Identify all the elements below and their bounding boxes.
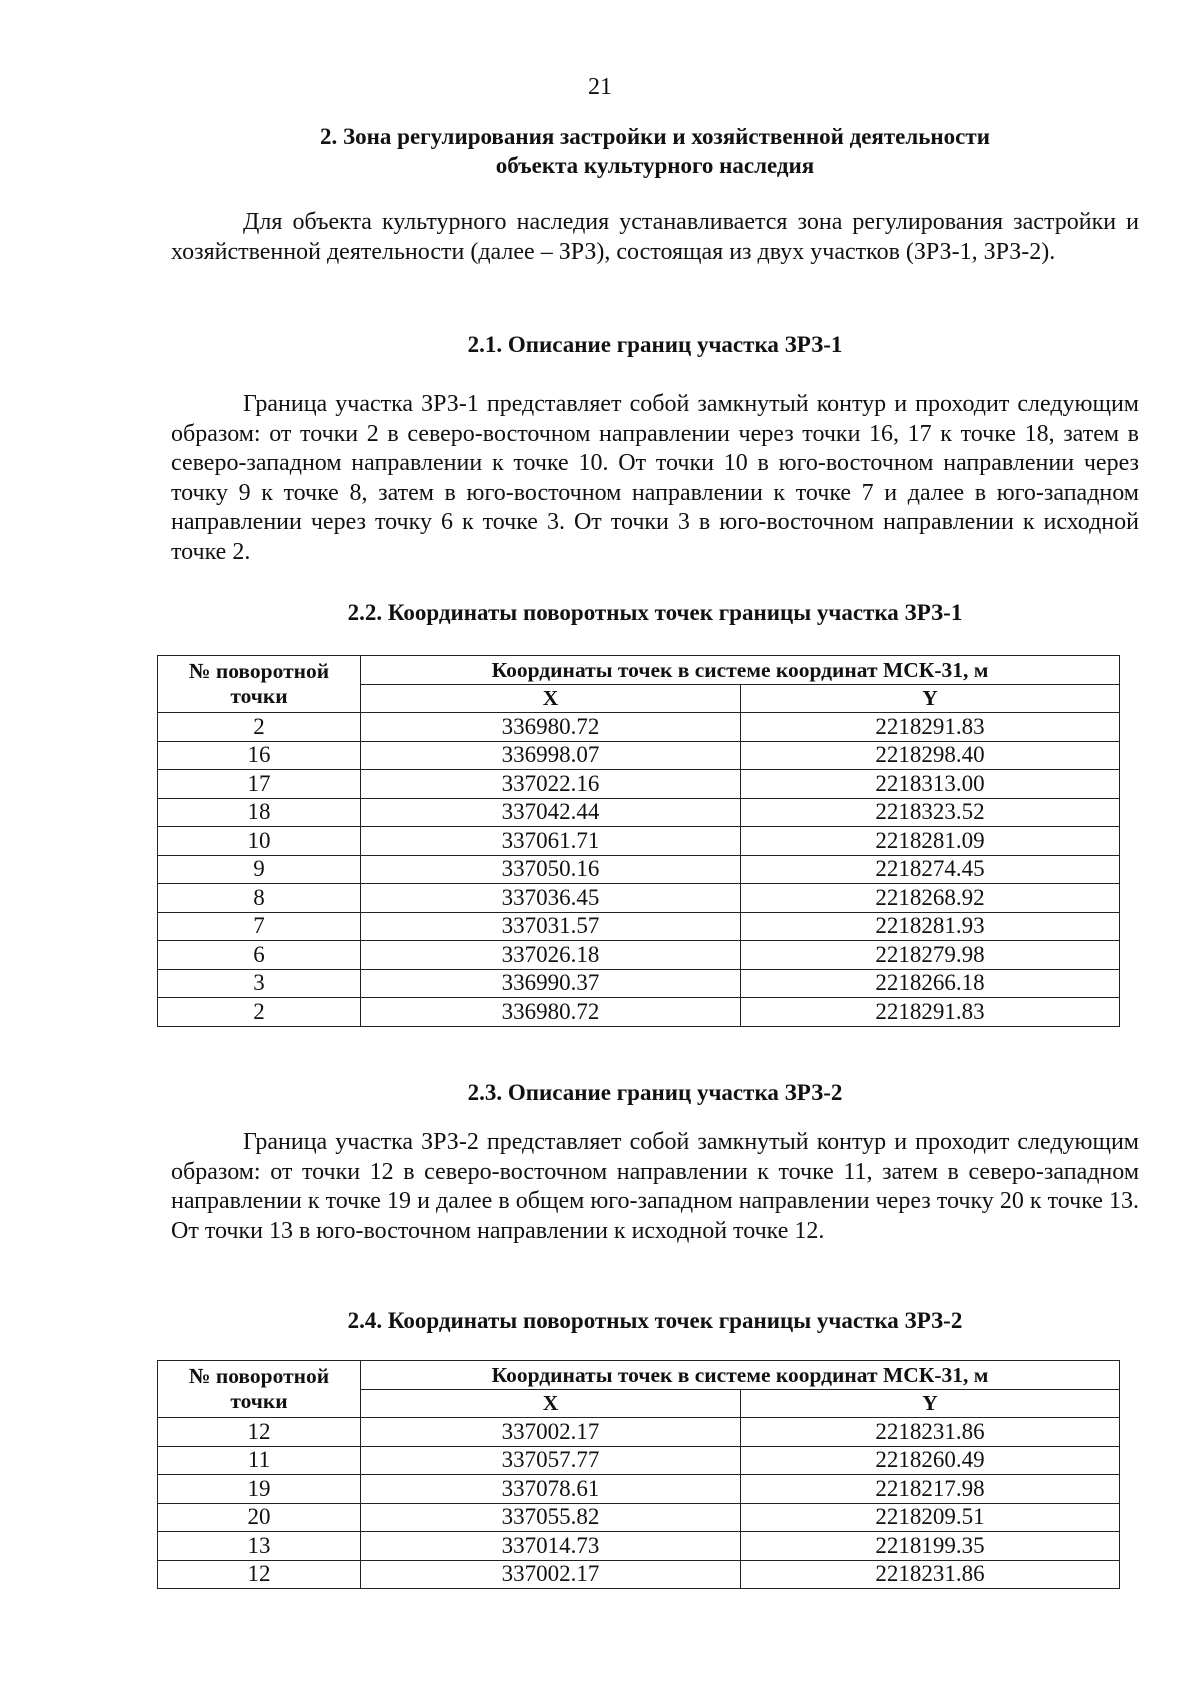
table-row (158, 941, 1120, 970)
table-row (158, 884, 1120, 913)
y-coordinate-cell: 2218291.83 (741, 713, 1120, 742)
y-coordinate-cell: 2218199.35 (741, 1532, 1120, 1561)
zrz2-table-body (158, 1418, 1120, 1589)
table-row (158, 741, 1120, 770)
col-point-header: № поворотной точки (158, 656, 361, 713)
table-row (158, 1503, 1120, 1532)
x-coordinate-cell: 337057.77 (361, 1446, 741, 1475)
zrz1-table-body (158, 713, 1120, 1027)
x-coordinate-cell: 337061.71 (361, 827, 741, 856)
y-coordinate-cell: 2218313.00 (741, 770, 1120, 799)
col-coords-header: Координаты точек в системе координат МСК-31, м (361, 656, 1120, 685)
x-coordinate-cell: 337042.44 (361, 798, 741, 827)
x-coordinate-cell: 337002.17 (361, 1560, 741, 1589)
x-coordinate-cell: 337014.73 (361, 1532, 741, 1561)
table-row (158, 1475, 1120, 1504)
col-x-header: X (361, 684, 741, 713)
x-coordinate-cell: 337026.18 (361, 941, 741, 970)
table-row (158, 1532, 1120, 1561)
point-number-cell: 13 (158, 1532, 361, 1561)
page-number: 21 (588, 74, 612, 100)
table-row (158, 1418, 1120, 1447)
col-y-header: Y (741, 684, 1120, 713)
y-coordinate-cell: 2218281.09 (741, 827, 1120, 856)
y-coordinate-cell: 2218291.83 (741, 998, 1120, 1027)
subsection-2-3-title: 2.3. Описание границ участка ЗРЗ-2 (467, 1080, 843, 1105)
subsection-2-4-title: 2.4. Координаты поворотных точек границы участка ЗРЗ-2 (347, 1308, 963, 1333)
point-number-cell: 18 (158, 798, 361, 827)
section-title-line-1: 2. Зона регулирования застройки и хозяйственной деятельности (320, 124, 990, 149)
point-number-cell: 20 (158, 1503, 361, 1532)
table-row (158, 798, 1120, 827)
y-coordinate-cell: 2218231.86 (741, 1418, 1120, 1447)
x-coordinate-cell: 336980.72 (361, 713, 741, 742)
point-number-cell: 11 (158, 1446, 361, 1475)
x-coordinate-cell: 337031.57 (361, 912, 741, 941)
y-coordinate-cell: 2218217.98 (741, 1475, 1120, 1504)
x-coordinate-cell: 337055.82 (361, 1503, 741, 1532)
y-coordinate-cell: 2218281.93 (741, 912, 1120, 941)
table-row (158, 1446, 1120, 1475)
y-coordinate-cell: 2218231.86 (741, 1560, 1120, 1589)
section-title-line-2: объекта культурного наследия (495, 153, 815, 178)
x-coordinate-cell: 337050.16 (361, 855, 741, 884)
point-number-cell: 7 (158, 912, 361, 941)
y-coordinate-cell: 2218279.98 (741, 941, 1120, 970)
y-coordinate-cell: 2218298.40 (741, 741, 1120, 770)
point-number-cell: 6 (158, 941, 361, 970)
point-number-cell: 2 (158, 713, 361, 742)
x-coordinate-cell: 336980.72 (361, 998, 741, 1027)
col-coords-header: Координаты точек в системе координат МСК-31, м (361, 1361, 1120, 1390)
zrz1-coordinates-table (157, 655, 1120, 1027)
x-coordinate-cell: 337078.61 (361, 1475, 741, 1504)
point-number-cell: 16 (158, 741, 361, 770)
point-number-cell: 8 (158, 884, 361, 913)
table-row (158, 770, 1120, 799)
col-y-header: Y (741, 1389, 1120, 1418)
col-x-header: X (361, 1389, 741, 1418)
intro-paragraph: Для объекта культурного наследия устанавливается зона регулирования застройки и хозяйственной деятельности (далее – ЗРЗ), состоящая из двух участков (ЗРЗ-1, ЗРЗ-2). (171, 209, 1139, 265)
x-coordinate-cell: 337022.16 (361, 770, 741, 799)
point-number-cell: 19 (158, 1475, 361, 1504)
table-row (158, 855, 1120, 884)
x-coordinate-cell: 336998.07 (361, 741, 741, 770)
point-number-cell: 12 (158, 1418, 361, 1447)
x-coordinate-cell: 337002.17 (361, 1418, 741, 1447)
section-title (170, 122, 1140, 180)
table-row (158, 827, 1120, 856)
table-row (158, 969, 1120, 998)
x-coordinate-cell: 337036.45 (361, 884, 741, 913)
subsection-2-1-text: Граница участка ЗРЗ-1 представляет собой замкнутый контур и проходит следующим образом: от точки 2 в северо-восточном направлении через точки 16, 17 к точке 18, затем в северо-западном направлении к точке 10. От точки 10 в юго-восточном направлении через точку 9 к точке 8, затем в юго-восточном направлении к точке 7 и далее в юго-западном направлении через точку 6 к точке 3. От точки 3 в юго-восточном направлении к исходной точке 2. (171, 391, 1139, 565)
y-coordinate-cell: 2218274.45 (741, 855, 1120, 884)
point-number-cell: 10 (158, 827, 361, 856)
subsection-2-1-title: 2.1. Описание границ участка ЗРЗ-1 (467, 332, 843, 357)
subsection-2-3-text: Граница участка ЗРЗ-2 представляет собой замкнутый контур и проходит следующим образом: от точки 12 в северо-восточном направлении к точке 11, затем в северо-западном направлении к точке 19 и далее в общем юго-западном направлении через точку 20 к точке 13. От точки 13 в юго-восточном направлении к исходной точке 12. (171, 1129, 1139, 1244)
col-point-header: № поворотной точки (158, 1361, 361, 1418)
y-coordinate-cell: 2218266.18 (741, 969, 1120, 998)
point-number-cell: 2 (158, 998, 361, 1027)
table-row (158, 998, 1120, 1027)
y-coordinate-cell: 2218260.49 (741, 1446, 1120, 1475)
point-number-cell: 17 (158, 770, 361, 799)
y-coordinate-cell: 2218209.51 (741, 1503, 1120, 1532)
y-coordinate-cell: 2218323.52 (741, 798, 1120, 827)
point-number-cell: 3 (158, 969, 361, 998)
y-coordinate-cell: 2218268.92 (741, 884, 1120, 913)
zrz2-coordinates-table (157, 1360, 1120, 1589)
table-row (158, 912, 1120, 941)
table-row (158, 1560, 1120, 1589)
point-number-cell: 9 (158, 855, 361, 884)
point-number-cell: 12 (158, 1560, 361, 1589)
subsection-2-2-title: 2.2. Координаты поворотных точек границы участка ЗРЗ-1 (347, 600, 963, 625)
x-coordinate-cell: 336990.37 (361, 969, 741, 998)
table-row (158, 713, 1120, 742)
